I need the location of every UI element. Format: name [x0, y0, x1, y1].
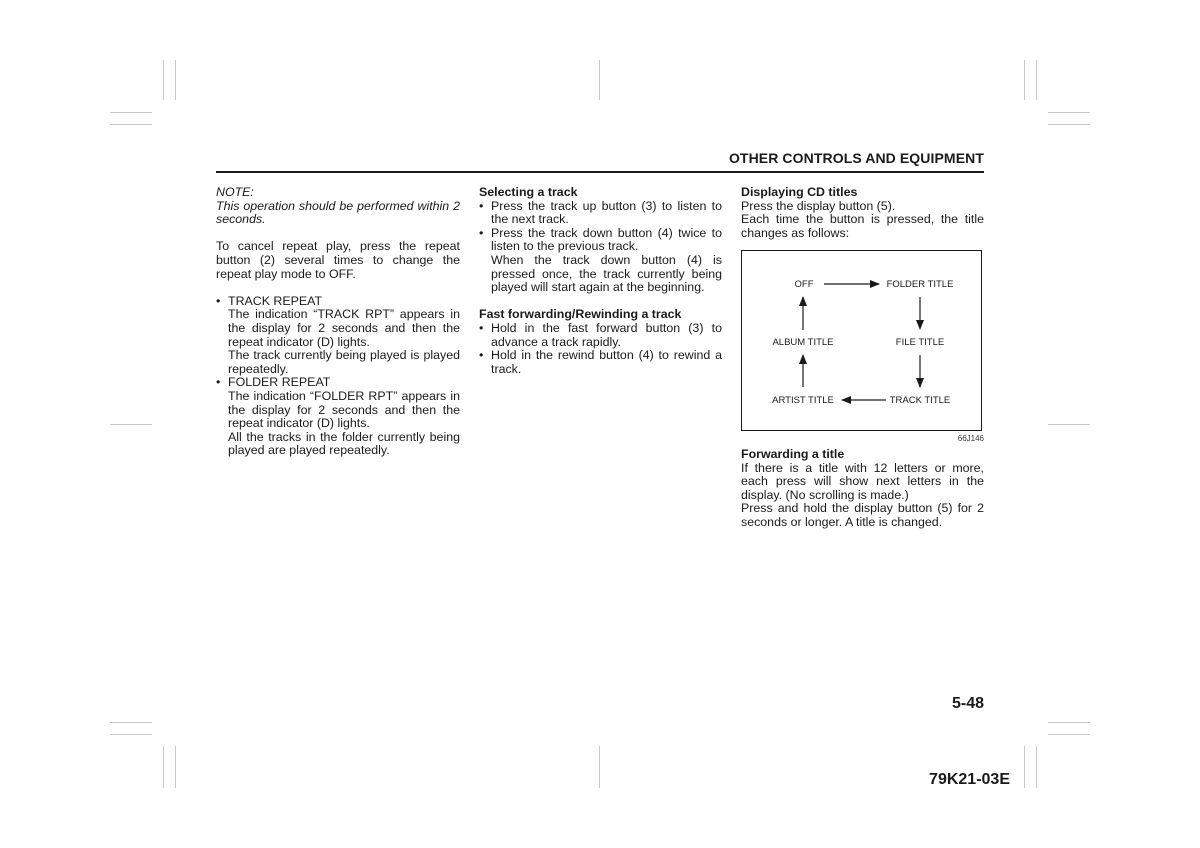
crop-mark	[163, 746, 164, 788]
folder-repeat-desc-2: All the tracks in the folder currently being played are played repeatedly.	[228, 429, 460, 458]
title-cycle-diagram	[741, 250, 982, 431]
document-code: 79K21-03E	[929, 771, 1010, 788]
crop-mark	[599, 746, 600, 788]
note-text: This operation should be performed within 2 seconds.	[216, 198, 460, 227]
track-repeat-title: • TRACK REPEAT	[216, 295, 460, 309]
label-artist-title: ARTIST TITLE	[772, 395, 834, 406]
crop-mark	[110, 124, 152, 125]
crop-mark	[1048, 424, 1090, 425]
crop-mark	[163, 60, 164, 100]
folder-repeat-desc: The indication “FOLDER RPT” appears in the display for 2 seconds and then the repeat indicator (D) lights.	[228, 388, 460, 431]
track-down-note: When the track down button (4) is pressed once, the track currently being played will start again at the beginning.	[491, 252, 722, 295]
crop-mark	[599, 60, 600, 100]
figure-code: 66J146	[957, 434, 984, 443]
diagram-svg	[742, 251, 981, 430]
forwarding-title-text: If there is a title with 12 letters or more, each press will show next letters in the display. (No scrolling is made.)	[741, 460, 984, 502]
cancel-repeat-text: To cancel repeat play, press the repeat button (2) several times to change the repeat play mode to OFF.	[216, 239, 460, 281]
displaying-titles-heading: Displaying CD titles	[741, 185, 858, 199]
crop-mark	[110, 424, 152, 425]
crop-mark	[175, 60, 176, 100]
crop-mark	[110, 734, 152, 735]
crop-mark	[175, 746, 176, 788]
label-track-title: TRACK TITLE	[889, 395, 951, 406]
crop-mark	[1036, 746, 1037, 788]
column-right	[741, 186, 984, 240]
section-header: OTHER CONTROLS AND EQUIPMENT	[728, 150, 984, 166]
crop-mark	[1024, 60, 1025, 100]
page-number: 5-48	[951, 695, 984, 712]
crop-mark	[110, 112, 152, 113]
fast-forward-item: • Hold in the fast forward button (3) to advance a track rapidly.	[479, 322, 722, 349]
crop-mark	[1024, 746, 1025, 788]
display-cycle-text: Each time the button is pressed, the title changes as follows:	[741, 212, 984, 240]
crop-mark	[1048, 112, 1090, 113]
track-down-item: • Press the track down button (4) twice to listen to the previous track.	[479, 227, 722, 254]
note-label: NOTE:	[216, 185, 254, 199]
folder-repeat-title: • FOLDER REPEAT	[216, 376, 460, 390]
column-left	[216, 186, 460, 458]
header-rule	[216, 171, 984, 173]
crop-mark	[1048, 124, 1090, 125]
column-right-lower	[741, 448, 984, 530]
label-off: OFF	[794, 279, 814, 290]
fast-forward-heading: Fast forwarding/Rewinding a track	[479, 307, 682, 322]
label-file-title: FILE TITLE	[895, 337, 945, 348]
label-folder-title: FOLDER TITLE	[886, 279, 954, 290]
forwarding-title-text-2: Press and hold the display button (5) for 2 seconds or longer. A title is changed.	[741, 501, 984, 529]
track-repeat-desc-2: The track currently being played is played repeatedly.	[228, 348, 460, 376]
crop-mark	[110, 722, 152, 723]
crop-mark	[1048, 722, 1090, 723]
column-middle	[479, 186, 722, 376]
selecting-track-heading: Selecting a track	[479, 185, 578, 199]
display-instruction: Press the display button (5).	[741, 198, 896, 213]
track-repeat-desc: The indication “TRACK RPT” appears in the display for 2 seconds and then the repeat indicator (D) lights.	[228, 307, 460, 349]
forwarding-title-heading: Forwarding a title	[741, 447, 845, 461]
track-up-item: • Press the track up button (3) to listen to the next track.	[479, 200, 722, 227]
crop-mark	[1048, 734, 1090, 735]
rewind-item: • Hold in the rewind button (4) to rewind a track.	[479, 349, 722, 376]
label-album-title: ALBUM TITLE	[772, 337, 834, 348]
crop-mark	[1036, 60, 1037, 100]
